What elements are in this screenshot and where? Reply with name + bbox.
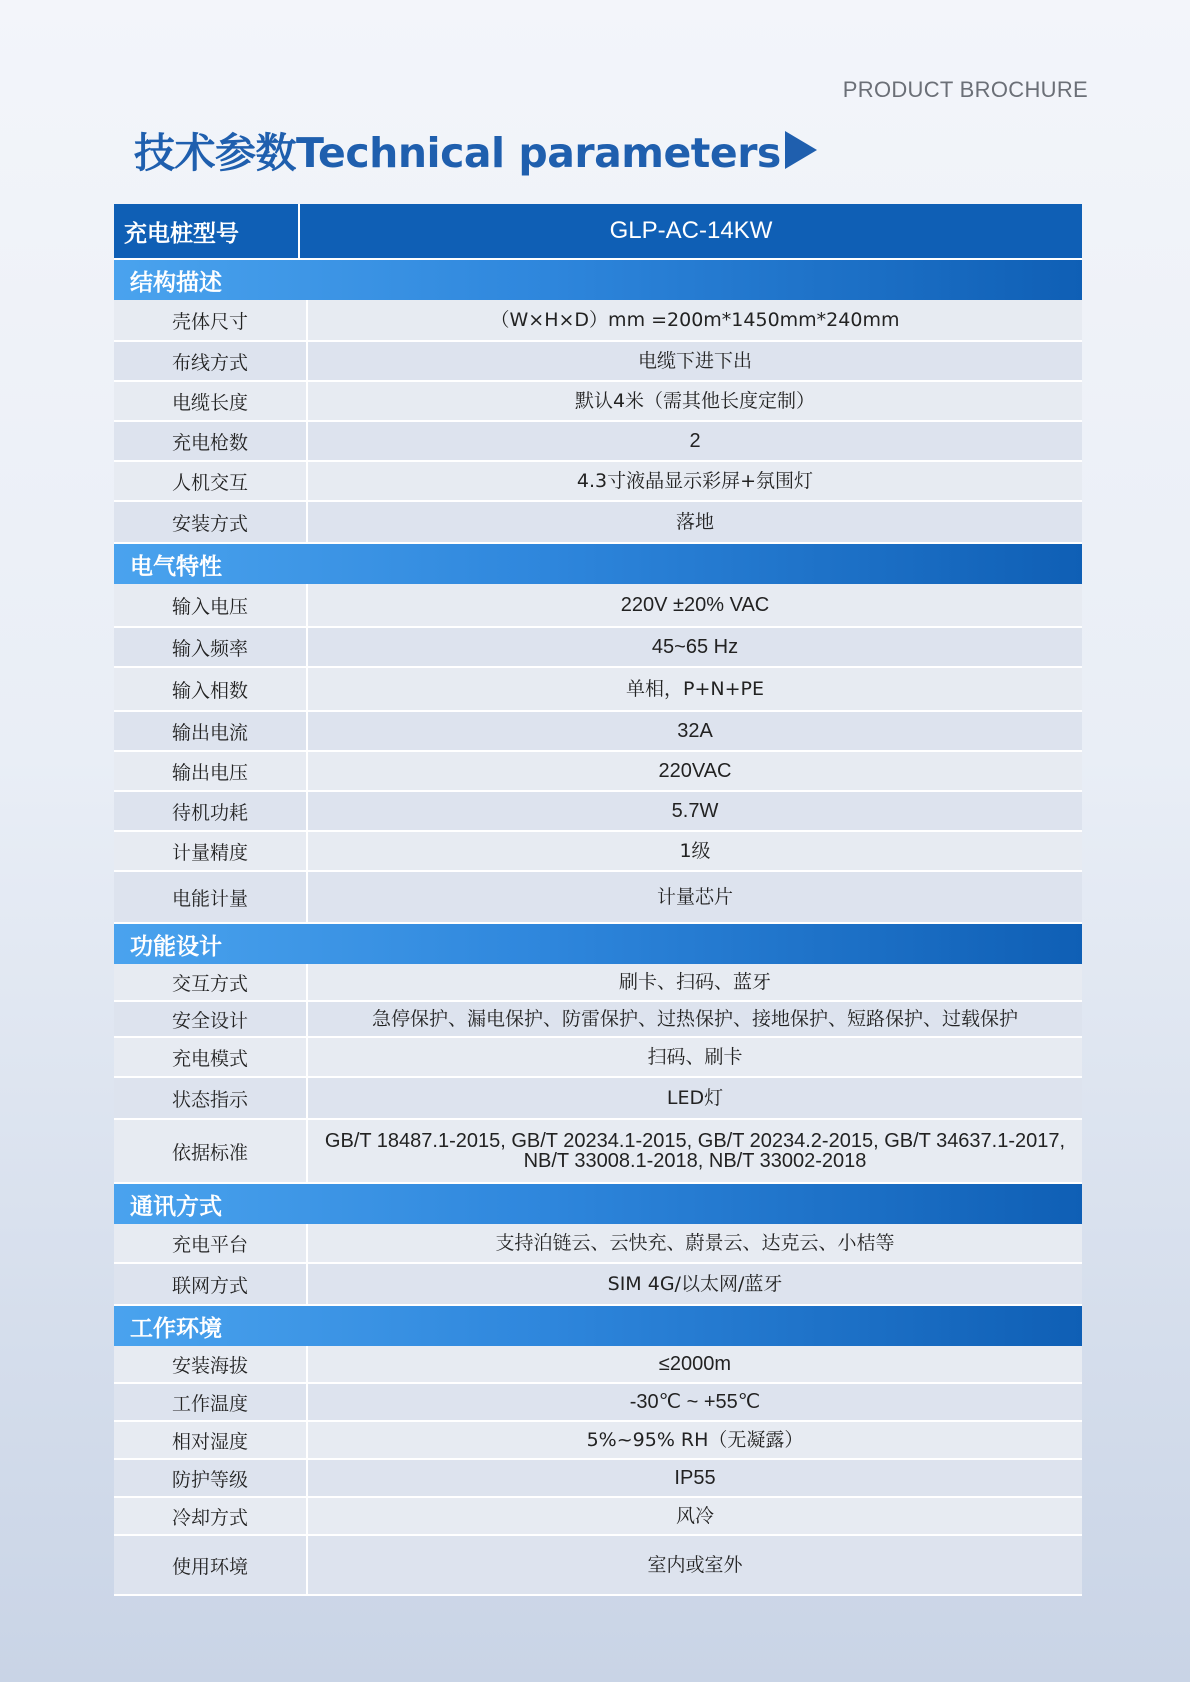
spec-value: 计量芯片 bbox=[656, 885, 733, 908]
spec-row bbox=[114, 1038, 1082, 1078]
spec-value: 1级 bbox=[679, 839, 711, 862]
section-header: 通讯方式 bbox=[114, 1184, 1082, 1224]
spec-key: 输入频率 bbox=[114, 628, 308, 666]
spec-row bbox=[114, 1078, 1082, 1120]
spec-value: 落地 bbox=[675, 510, 714, 533]
spec-key: 输入电压 bbox=[114, 584, 308, 626]
spec-row bbox=[114, 1460, 1082, 1498]
spec-key: 工作温度 bbox=[114, 1384, 308, 1420]
spec-value: 220VAC bbox=[658, 760, 732, 782]
spec-row bbox=[114, 668, 1082, 712]
spec-key: 电缆长度 bbox=[114, 382, 308, 420]
spec-value: SIM 4G/以太网/蓝牙 bbox=[607, 1272, 783, 1295]
spec-row bbox=[114, 502, 1082, 544]
spec-value: 扫码、刷卡 bbox=[647, 1045, 743, 1068]
page-title bbox=[134, 120, 817, 179]
spec-value: 支持泊链云、云快充、蔚景云、达克云、小桔等 bbox=[495, 1231, 895, 1254]
page-title-text: 技术参数Technical parameters bbox=[134, 129, 781, 177]
spec-sections bbox=[114, 260, 1082, 1596]
spec-value: -30℃ ~ +55℃ bbox=[629, 1391, 761, 1413]
section-rows bbox=[114, 1224, 1082, 1306]
spec-row bbox=[114, 792, 1082, 832]
spec-value: 45~65 Hz bbox=[651, 636, 739, 658]
spec-row bbox=[114, 752, 1082, 792]
spec-key: 交互方式 bbox=[114, 964, 308, 1000]
section-header: 工作环境 bbox=[114, 1306, 1082, 1346]
spec-row bbox=[114, 462, 1082, 502]
spec-key: 安装海拔 bbox=[114, 1346, 308, 1382]
model-label: 充电桩型号 bbox=[114, 204, 300, 258]
spec-value: IP55 bbox=[674, 1467, 716, 1489]
spec-row bbox=[114, 300, 1082, 342]
play-arrow-icon bbox=[785, 131, 817, 169]
section-rows bbox=[114, 300, 1082, 544]
spec-value: 5.7W bbox=[671, 800, 719, 822]
spec-key: 待机功耗 bbox=[114, 792, 308, 830]
spec-row bbox=[114, 382, 1082, 422]
spec-value: 刷卡、扫码、蓝牙 bbox=[618, 970, 771, 993]
spec-value: 4.3寸液晶显示彩屏+氛围灯 bbox=[576, 469, 814, 492]
spec-value: 电缆下进下出 bbox=[637, 349, 752, 372]
spec-key: 输出电压 bbox=[114, 752, 308, 790]
spec-row bbox=[114, 1224, 1082, 1264]
spec-row bbox=[114, 832, 1082, 872]
spec-value: 32A bbox=[677, 720, 713, 742]
spec-value: 室内或室外 bbox=[647, 1553, 743, 1576]
spec-row bbox=[114, 872, 1082, 924]
spec-key: 相对湿度 bbox=[114, 1422, 308, 1458]
section-rows bbox=[114, 964, 1082, 1184]
section-header: 功能设计 bbox=[114, 924, 1082, 964]
spec-key: 人机交互 bbox=[114, 462, 308, 500]
spec-key: 输入相数 bbox=[114, 668, 308, 710]
spec-key: 状态指示 bbox=[114, 1078, 308, 1118]
spec-key: 计量精度 bbox=[114, 832, 308, 870]
spec-value: ≤2000m bbox=[658, 1353, 732, 1375]
spec-value: 默认4米（需其他长度定制） bbox=[574, 389, 816, 412]
spec-key: 依据标准 bbox=[114, 1120, 308, 1182]
spec-row bbox=[114, 342, 1082, 382]
spec-row bbox=[114, 1498, 1082, 1536]
spec-key: 电能计量 bbox=[114, 872, 308, 922]
section-header: 结构描述 bbox=[114, 260, 1082, 300]
spec-key: 联网方式 bbox=[114, 1264, 308, 1304]
spec-key: 安全设计 bbox=[114, 1002, 308, 1036]
section-header: 电气特性 bbox=[114, 544, 1082, 584]
spec-row bbox=[114, 1120, 1082, 1184]
spec-key: 充电平台 bbox=[114, 1224, 308, 1262]
spec-value: 单相，P+N+PE bbox=[626, 677, 764, 700]
spec-key: 充电枪数 bbox=[114, 422, 308, 460]
section-rows bbox=[114, 584, 1082, 924]
spec-row bbox=[114, 628, 1082, 668]
spec-row bbox=[114, 422, 1082, 462]
model-row bbox=[114, 204, 1082, 260]
section-rows bbox=[114, 1346, 1082, 1596]
spec-row bbox=[114, 1346, 1082, 1384]
spec-key: 壳体尺寸 bbox=[114, 300, 308, 340]
spec-value: 220V ±20% VAC bbox=[620, 594, 770, 616]
brochure-label: PRODUCT BROCHURE bbox=[842, 77, 1088, 102]
spec-row bbox=[114, 1264, 1082, 1306]
spec-key: 输出电流 bbox=[114, 712, 308, 750]
spec-value: （W×H×D）mm =200m*1450mm*240mm bbox=[490, 308, 900, 331]
spec-row bbox=[114, 1536, 1082, 1596]
spec-value: 风冷 bbox=[675, 1504, 714, 1527]
model-value: GLP-AC-14KW bbox=[609, 217, 773, 244]
spec-key: 防护等级 bbox=[114, 1460, 308, 1496]
spec-value: LED灯 bbox=[666, 1086, 724, 1109]
spec-key: 充电模式 bbox=[114, 1038, 308, 1076]
spec-value: GB/T 18487.1-2015, GB/T 20234.1-2015, GB/T 20234.2-2015, GB/T 34637.1-2017, NB/T 33008.1-2018, NB/T 33002-2018 bbox=[324, 1130, 1066, 1172]
spec-row bbox=[114, 1002, 1082, 1038]
spec-key: 布线方式 bbox=[114, 342, 308, 380]
spec-row bbox=[114, 712, 1082, 752]
spec-key: 安装方式 bbox=[114, 502, 308, 542]
spec-row bbox=[114, 964, 1082, 1002]
spec-row bbox=[114, 584, 1082, 628]
spec-value: 急停保护、漏电保护、防雷保护、过热保护、接地保护、短路保护、过载保护 bbox=[371, 1007, 1018, 1030]
spec-row bbox=[114, 1384, 1082, 1422]
spec-value: 2 bbox=[689, 430, 701, 452]
spec-value: 5%~95% RH（无凝露） bbox=[586, 1428, 804, 1451]
spec-row bbox=[114, 1422, 1082, 1460]
spec-key: 使用环境 bbox=[114, 1536, 308, 1594]
spec-table bbox=[114, 204, 1082, 1596]
spec-key: 冷却方式 bbox=[114, 1498, 308, 1534]
